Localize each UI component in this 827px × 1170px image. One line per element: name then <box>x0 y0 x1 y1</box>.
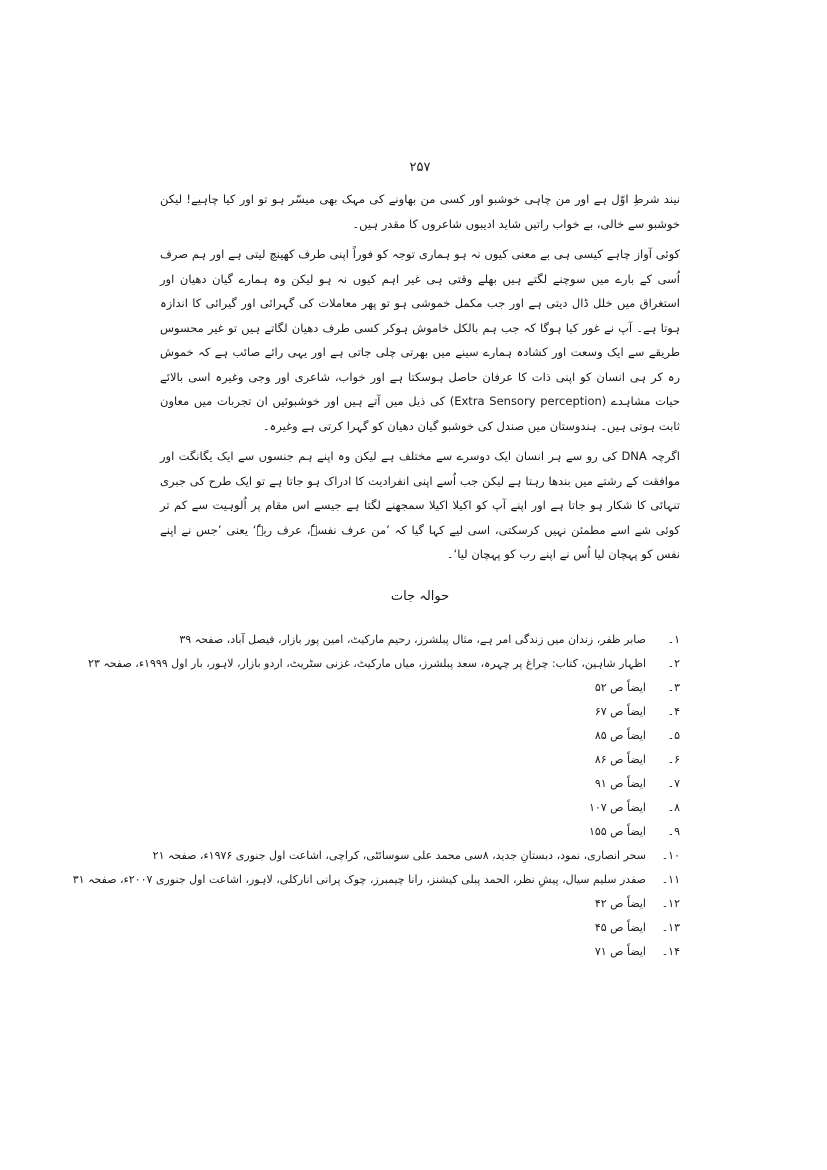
reference-text: ایضاً ص ۷۱ <box>594 944 646 958</box>
reference-text: ایضاً ص ۹۱ <box>594 776 646 790</box>
reference-number: ۸۔ <box>667 800 680 814</box>
reference-number: ۱۱۔ <box>661 872 680 886</box>
reference-text: ایضاً ص ۵۲ <box>594 680 646 694</box>
reference-number: ۱۔ <box>667 632 680 646</box>
reference-text: ایضاً ص ۱۰۷ <box>588 800 646 814</box>
reference-text: ایضاً ص ۸۶ <box>594 752 646 766</box>
reference-text: ایضاً ص ۸۵ <box>594 728 646 742</box>
reference-number: ۱۴۔ <box>661 944 680 958</box>
reference-item <box>88 652 680 676</box>
reference-number: ۴۔ <box>667 704 680 718</box>
reference-number: ۶۔ <box>667 752 680 766</box>
reference-number: ۹۔ <box>667 824 680 838</box>
reference-number: ۵۔ <box>667 728 680 742</box>
reference-item <box>160 628 680 652</box>
reference-item <box>160 724 680 748</box>
reference-item <box>72 868 680 892</box>
reference-item <box>160 700 680 724</box>
reference-text: ایضاً ص ۱۵۵ <box>588 824 646 838</box>
reference-text: ایضاً ص ۴۵ <box>594 920 646 934</box>
reference-text: صفدر سلیم سیال، پیشِ نظر، الحمد پبلی کیشنز، رانا چیمبرز، چوک پرانی انارکلی، لاہور، اشاعت اول جنوری ۲۰۰۷ء، صفحہ ۳۱ <box>72 872 646 886</box>
reference-text: ایضاً ص ۶۷ <box>594 704 646 718</box>
paragraph-3: اگرچہ DNA کی رو سے ہر انسان ایک دوسرے سے مختلف ہے لیکن وہ اپنے ہم جنسوں سے ایک یگانگت اور موافقت کے رشتے میں بندھا رہتا ہے لیکن جب اُسے اپنی انفرادیت کا ادراک ہو جاتا ہے تو ایک طرح کی جبری تنہائی کا شکار ہو جاتا ہے اور اپنے آپ کو اکیلا اکیلا سمجھنے لگتا ہے جیسے اس مقام پر اُلوہیت سے کم تر کوئی شے اسے مطمئن نہیں کرسکتی، اسی لیے کہا گیا کہ ’من عرف نفسہٗ، عرف ربہٗ‘ یعنی ’جس نے اپنے نفس کو پہچان لیا اُس نے اپنے رب کو پہچان لیا‘۔ <box>160 449 680 561</box>
paragraph-2: کوئی آواز چاہے کیسی ہی بے معنی کیوں نہ ہو ہماری توجہ کو فوراً اپنی طرف کھینچ لیتی ہے اور ہم صرف اُسی کے بارے میں سوچنے لگتے ہیں بھلے وقتی ہی غیر اہم کیوں نہ ہو لیکن وہ ہمارے گیان دھیان اور استغراق میں خلل ڈال دیتی ہے اور جب مکمل خموشی ہو تو پھر معاملات کی گہرائی اور گیرائی کا اندازہ ہوتا ہے۔ آپ نے غور کیا ہوگا کہ جب ہم بالکل خاموش ہوکر کسی طرف دھیان لگاتے ہیں تو غیر محسوس طریقے سے ایک وسعت اور کشادہ ہمارے سینے میں بھرتی چلی جاتی ہے اور یہی رائے صائب ہے کہ خموش رہ کر ہی انسان کو اپنی ذات کا عرفان حاصل ہوسکتا ہے اور خواب، شاعری اور وجی وغیرہ اسی بالائے حیات مشاہدے (Extra Sensory perception) کی ذیل میں آتے ہیں اور خوشبوئیں ان تجربات میں معاون ثابت ہوتی ہیں۔ ہندوستان میں صندل کی خوشبو گیان دھیان کو گہرا کرتی ہے وغیرہ۔ <box>160 247 680 433</box>
reference-number: ۱۳۔ <box>661 920 680 934</box>
reference-number: ۲۔ <box>667 656 680 670</box>
reference-text: اظہار شاہین، کتاب: چراغ پر چہرہ، سعد پبلشرز، میاں مارکیٹ، غزنی سٹریٹ، اردو بازار، لاہور، بار اول ۱۹۹۹ء، صفحہ ۲۳ <box>88 656 646 670</box>
references-list <box>72 628 680 964</box>
reference-item <box>152 844 680 868</box>
reference-item <box>160 892 680 916</box>
reference-text: سحر انصاری، نمود، دبستانِ جدید، ۸سی محمد علی سوسائٹی، کراچی، اشاعت اول جنوری ۱۹۷۶ء، صفحہ ۲۱ <box>152 848 646 862</box>
reference-number: ۳۔ <box>667 680 680 694</box>
reference-number: ۷۔ <box>667 776 680 790</box>
reference-item <box>160 940 680 964</box>
reference-text: ایضاً ص ۴۲ <box>594 896 646 910</box>
paragraph-1: نیند شرطِ اوّل ہے اور من چاہی خوشبو اور کسی من بھاونے کی مہک بھی میسّر ہو تو اور کیا چاہیے! لیکن خوشبو سے خالی، بے خواب راتیں شاید ادیبوں شاعروں کا مقدر ہیں۔ <box>160 192 680 231</box>
reference-item <box>160 796 680 820</box>
reference-item <box>160 916 680 940</box>
reference-item <box>160 676 680 700</box>
page-number: ۲۵۷ <box>409 160 431 175</box>
reference-number: ۱۰۔ <box>661 848 680 862</box>
reference-text: صابر ظفر، زندان میں زندگی امر ہے، مثال پبلشرز، رحیم مارکیٹ، امین پور بازار، فیصل آباد، صفحہ ۳۹ <box>179 632 646 646</box>
reference-item <box>160 772 680 796</box>
references-heading: حوالہ جات <box>390 588 450 604</box>
document-page <box>72 160 680 964</box>
reference-number: ۱۲۔ <box>661 896 680 910</box>
reference-item <box>160 820 680 844</box>
reference-item <box>160 748 680 772</box>
